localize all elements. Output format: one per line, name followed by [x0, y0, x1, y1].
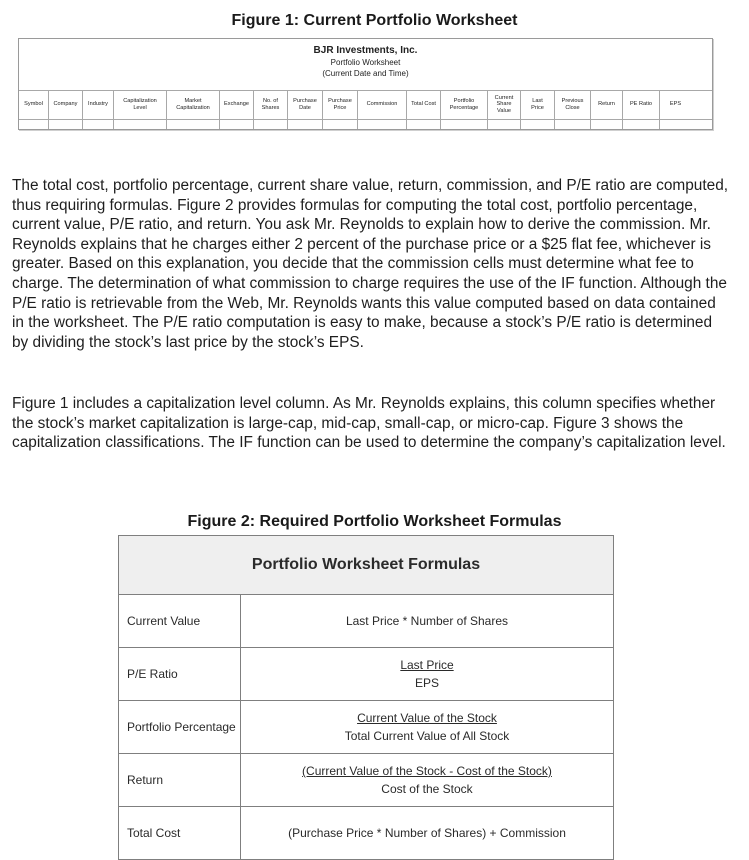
formulas-header-row — [119, 536, 614, 595]
formula-label: Current Value — [119, 595, 241, 648]
column-header: Previous Close — [555, 90, 591, 119]
company-name: BJR Investments, Inc. — [313, 45, 418, 56]
blank-cell — [591, 120, 623, 129]
formula-numerator: (Current Value of the Stock - Cost of the Stock) — [302, 764, 552, 778]
formula-fraction — [241, 754, 614, 807]
formula-label: Portfolio Percentage — [119, 701, 241, 754]
column-header: Commission — [358, 90, 407, 119]
blank-cell — [441, 120, 488, 129]
column-header: Symbol — [19, 90, 49, 119]
formula-denominator: Cost of the Stock — [381, 782, 473, 796]
figure1-title: Figure 1: Current Portfolio Worksheet — [231, 12, 518, 29]
formula-label: P/E Ratio — [119, 648, 241, 701]
formula-denominator: Total Current Value of All Stock — [344, 729, 510, 743]
column-header: Current Share Value — [488, 90, 521, 119]
paragraph-capitalization: Figure 1 includes a capitalization level column. As Mr. Reynolds explains, this column specifies whether the stock’s market capitalization is large-cap, mid-cap, small-cap, or micro-cap. Figure 3 shows the capitalization classifications. The IF function can be used to determine the company’s capitalization level. — [12, 395, 726, 452]
formula-label: Total Cost — [119, 807, 241, 860]
column-header: No. of Shares — [254, 90, 288, 119]
column-header: Market Capitalization — [167, 90, 220, 119]
formula-denominator: EPS — [414, 676, 439, 690]
blank-cell — [488, 120, 521, 129]
formula-numerator: Last Price — [400, 658, 454, 672]
column-header: Industry — [83, 90, 114, 119]
blank-cell — [288, 120, 323, 129]
formulas-table — [118, 535, 614, 860]
blank-cell — [660, 120, 691, 129]
column-header: Return — [591, 90, 623, 119]
paragraph-formulas: The total cost, portfolio percentage, current share value, return, commission, and P/E ratio are computed, thus requiring formulas. Figure 2 provides formulas for computing the total cost, portfolio percentage, current value, P/E ratio, and return. You ask Mr. Reynolds to explain how to derive the commission. Mr. Reynolds explains that he charges either 2 percent of the purchase price or a $25 flat fee, whichever is greater. Based on this explanation, you decide that the commission cells must determine what fee to charge. The determination of what commission to charge requires the use of the IF function. Although the P/E ratio is retrievable from the Web, Mr. Reynolds wants this value computed based on data contained in the worksheet. The P/E ratio computation is easy to make, because a stock’s P/E ratio is determined by dividing the stock’s last price by the stock’s EPS. — [12, 177, 729, 351]
portfolio-worksheet — [18, 38, 713, 130]
column-header: Last Price — [521, 90, 555, 119]
worksheet-date-line: (Current Date and Time) — [322, 69, 409, 78]
column-header: Company — [49, 90, 83, 119]
blank-cell — [323, 120, 358, 129]
blank-cell — [83, 120, 114, 129]
formula-label: Return — [119, 754, 241, 807]
blank-cell — [521, 120, 555, 129]
blank-cell — [623, 120, 660, 129]
formula-row-pe-ratio — [119, 648, 614, 701]
blank-cell — [358, 120, 407, 129]
blank-cell — [49, 120, 83, 129]
formula-row-portfolio-percentage — [119, 701, 614, 754]
figure2-title: Figure 2: Required Portfolio Worksheet Formulas — [187, 513, 562, 530]
blank-cell — [220, 120, 254, 129]
blank-cell — [167, 120, 220, 129]
formula-fraction — [241, 701, 614, 754]
column-headers — [19, 90, 712, 119]
column-header: Total Cost — [407, 90, 441, 119]
formula-value: (Purchase Price * Number of Shares) + Commission — [241, 807, 614, 860]
blank-cell — [254, 120, 288, 129]
worksheet-subtitle: Portfolio Worksheet — [330, 58, 401, 67]
formula-fraction — [241, 648, 614, 701]
column-header: EPS — [669, 101, 682, 108]
column-header: Exchange — [220, 90, 254, 119]
column-header: Purchase Date — [288, 90, 323, 119]
blank-cell — [555, 120, 591, 129]
formulas-table-header: Portfolio Worksheet Formulas — [119, 536, 614, 595]
formula-value: Last Price * Number of Shares — [241, 595, 614, 648]
blank-cell — [407, 120, 441, 129]
formula-row-current-value — [119, 595, 614, 648]
blank-data-row — [19, 119, 712, 129]
column-header: Purchase Price — [323, 90, 358, 119]
formula-numerator: Current Value of the Stock — [357, 711, 497, 725]
worksheet-header — [19, 39, 712, 91]
column-header: PE Ratio — [623, 90, 660, 119]
blank-cell — [114, 120, 167, 129]
column-header: Capitalization Level — [114, 90, 167, 119]
blank-cell — [19, 120, 49, 129]
formula-row-return — [119, 754, 614, 807]
column-header: Portfolio Percentage — [441, 90, 488, 119]
formula-row-total-cost — [119, 807, 614, 860]
